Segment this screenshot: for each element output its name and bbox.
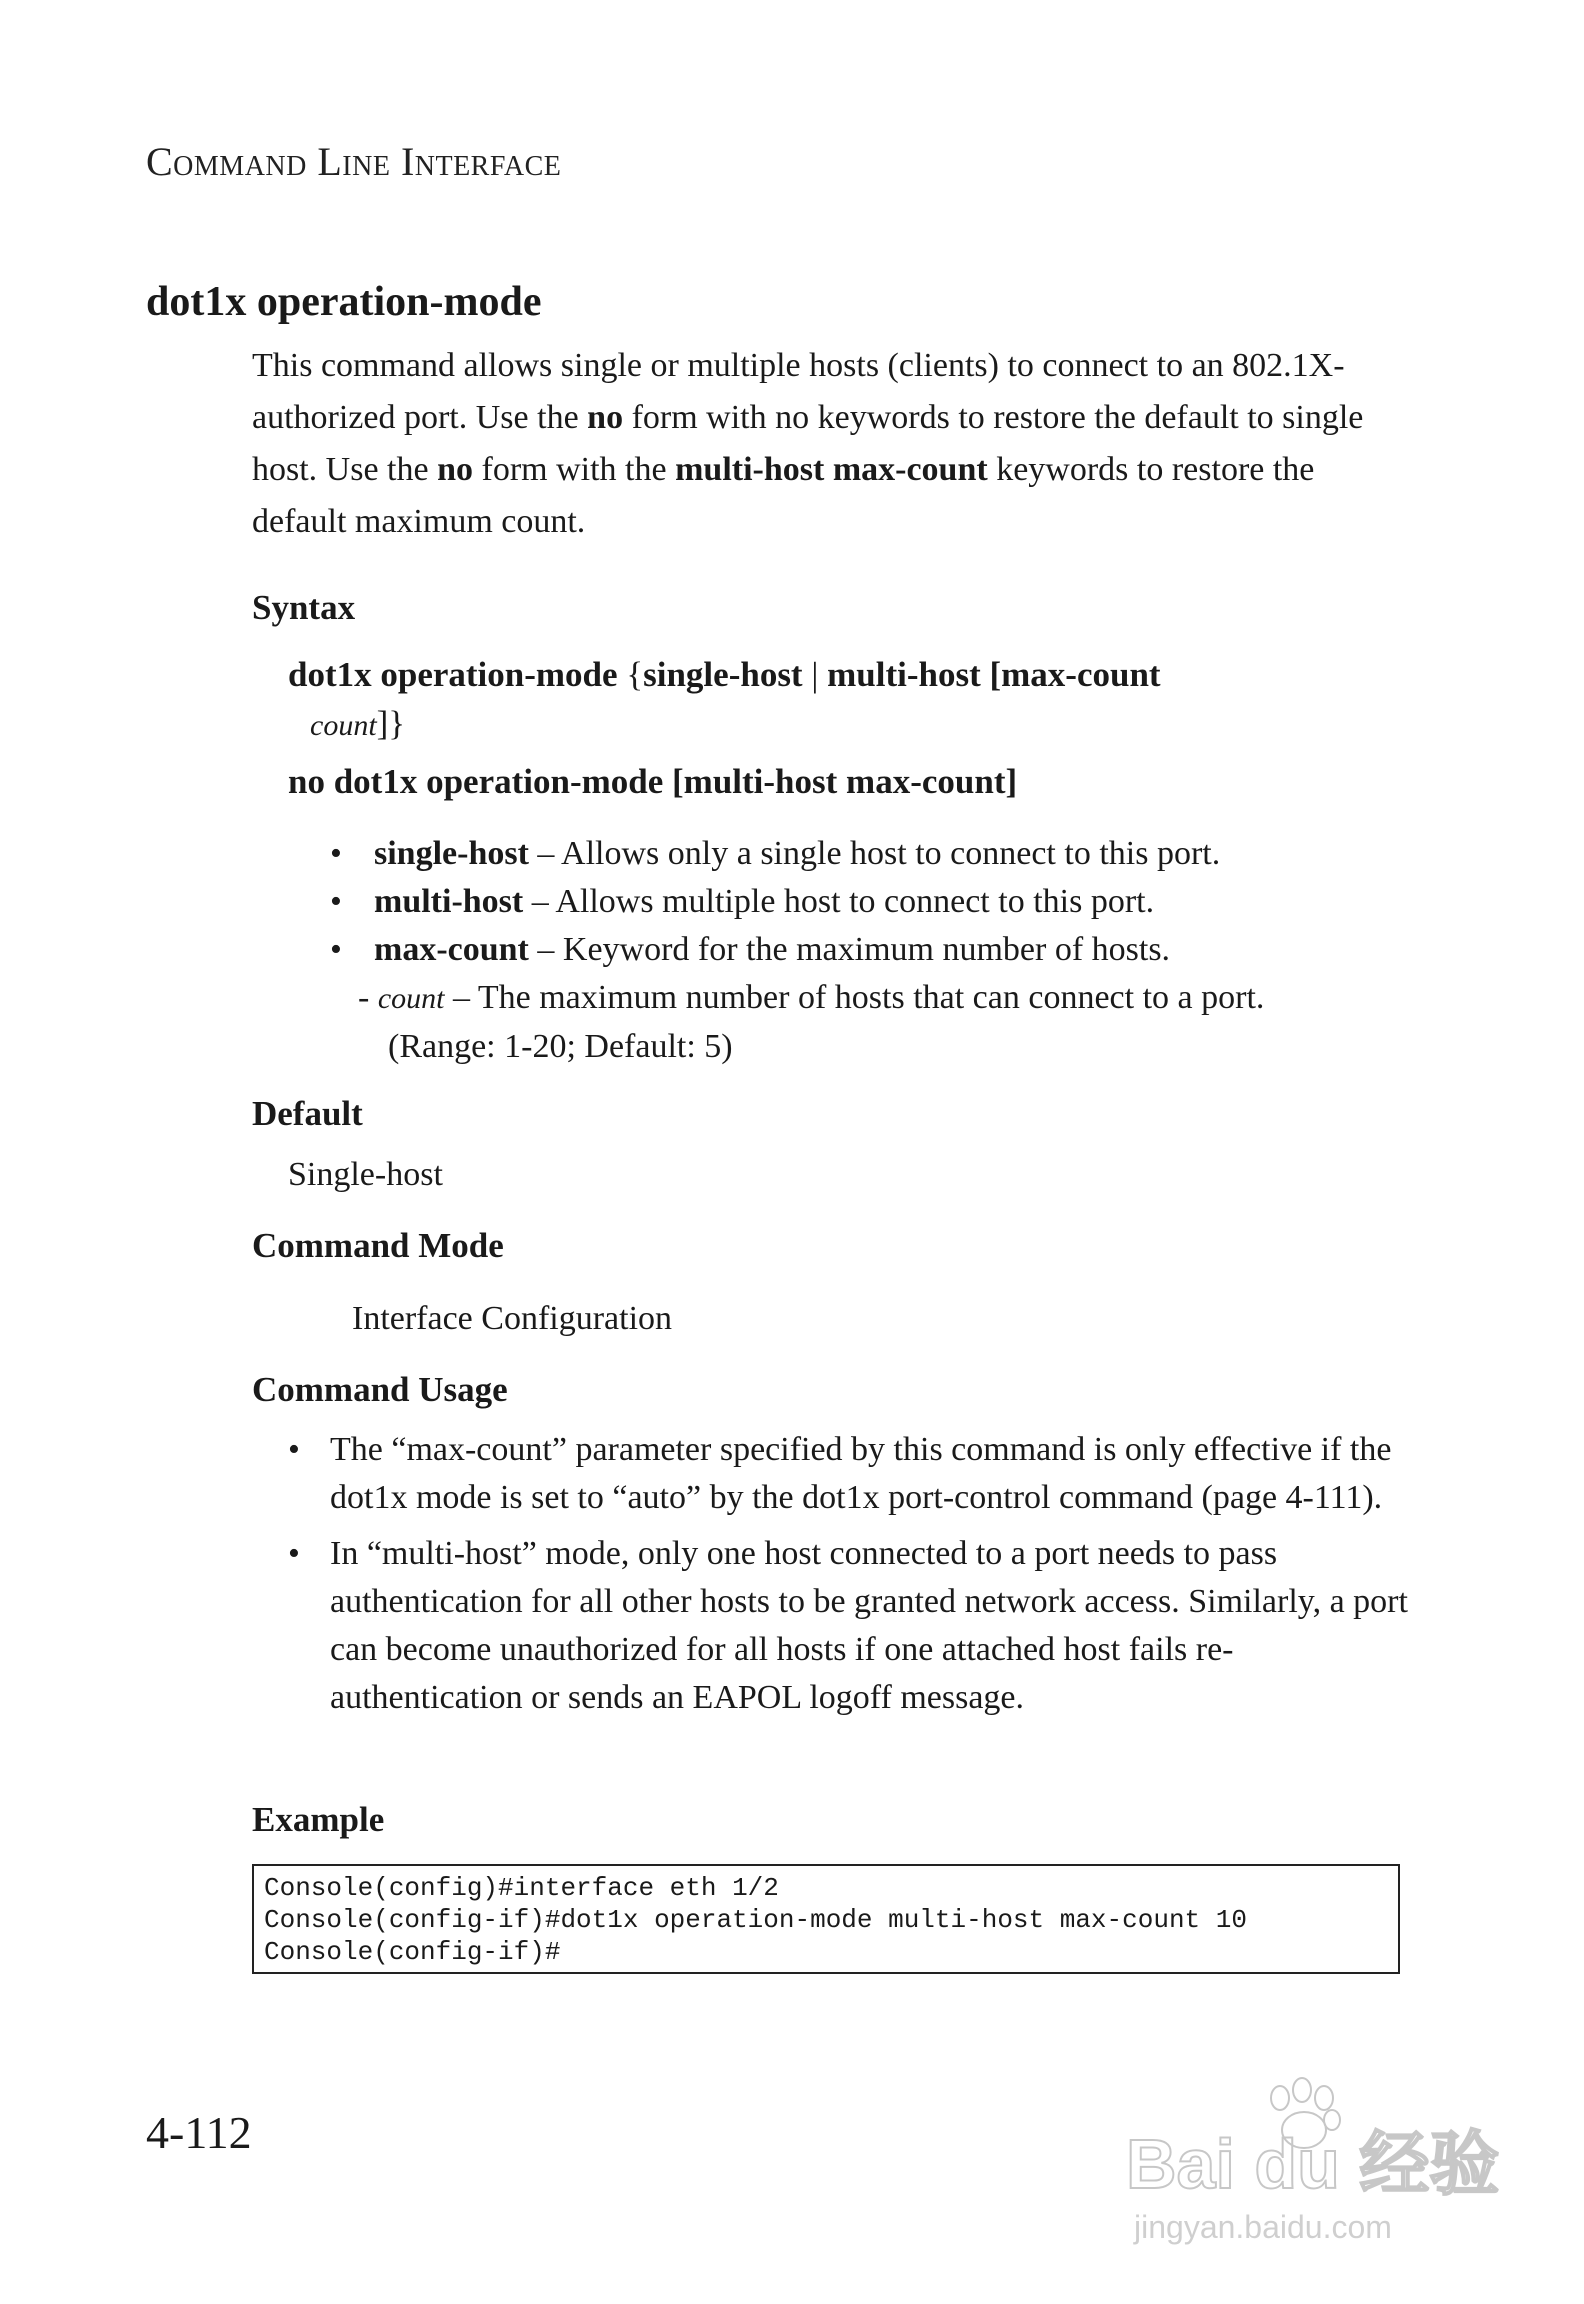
keyword-multi-host-max-count: multi-host max-count: [675, 451, 988, 488]
command-usage-heading: Command Usage: [252, 1370, 508, 1409]
code-line: Console(config)#interface eth 1/2: [264, 1873, 779, 1903]
keyword-no: no: [587, 399, 624, 436]
keyword-no: no: [437, 451, 474, 488]
list-item: • The “max-count” parameter specified by this command is only effective if the dot1x mode is set to “auto” by the dot1x port-control command (page 4-111).: [284, 1426, 1414, 1522]
watermark-url: jingyan.baidu.com: [1134, 2209, 1392, 2245]
command-mode-heading: Command Mode: [252, 1226, 504, 1265]
list-item: • In “multi-host” mode, only one host connected to a port needs to pass authentication for all other hosts to be granted network access. Similarly, a port can become unauthorized for all hosts if one attached host fails re-authentication or sends an EAPOL logoff message.: [284, 1530, 1414, 1722]
code-example-box: [252, 1864, 1400, 1974]
intro-paragraph: This command allows single or multiple hosts (clients) to connect to an 802.1X-authorized port. Use the no form with no keywords to restore the default to single host. Use the no form with the multi-host max-count keywords to restore the default maximum count.: [252, 347, 1364, 540]
syntax-line-no-form: no dot1x operation-mode [multi-host max-count]: [288, 762, 1018, 801]
example-heading: Example: [252, 1800, 385, 1839]
syntax-arg-count: count: [310, 709, 377, 742]
syntax-line-1: dot1x operation-mode {single-host | multi-host [max-count: [288, 655, 1161, 694]
syntax-line-2: count]}: [310, 704, 406, 743]
section-title: dot1x operation-mode: [146, 279, 542, 325]
syntax-heading: Syntax: [252, 588, 356, 627]
list-item: • single-host – Allows only a single host to connect to this port.: [326, 830, 1426, 878]
code-line: Console(config-if)#dot1x operation-mode multi-host max-count 10: [264, 1905, 1247, 1935]
default-value: Single-host: [288, 1156, 443, 1193]
command-mode-value: Interface Configuration: [352, 1300, 673, 1337]
code-line: Console(config-if)#: [264, 1937, 561, 1967]
parameter-list: [326, 830, 1426, 974]
running-header: Command Line Interface: [146, 139, 562, 184]
page-number: 4-112: [146, 2107, 252, 2158]
sub-parameter-count: - count – The maximum number of hosts that can connect to a port. (Range: 1-20; Default: 5): [358, 979, 1265, 1065]
list-item: • multi-host – Allows multiple host to connect to this port.: [326, 878, 1426, 926]
default-heading: Default: [252, 1094, 363, 1133]
baidu-watermark: [1120, 2070, 1510, 2270]
list-item: • max-count – Keyword for the maximum number of hosts.: [326, 926, 1426, 974]
usage-list: [284, 1426, 1414, 1730]
watermark-brand: Bai du 经验: [1126, 2125, 1500, 2203]
